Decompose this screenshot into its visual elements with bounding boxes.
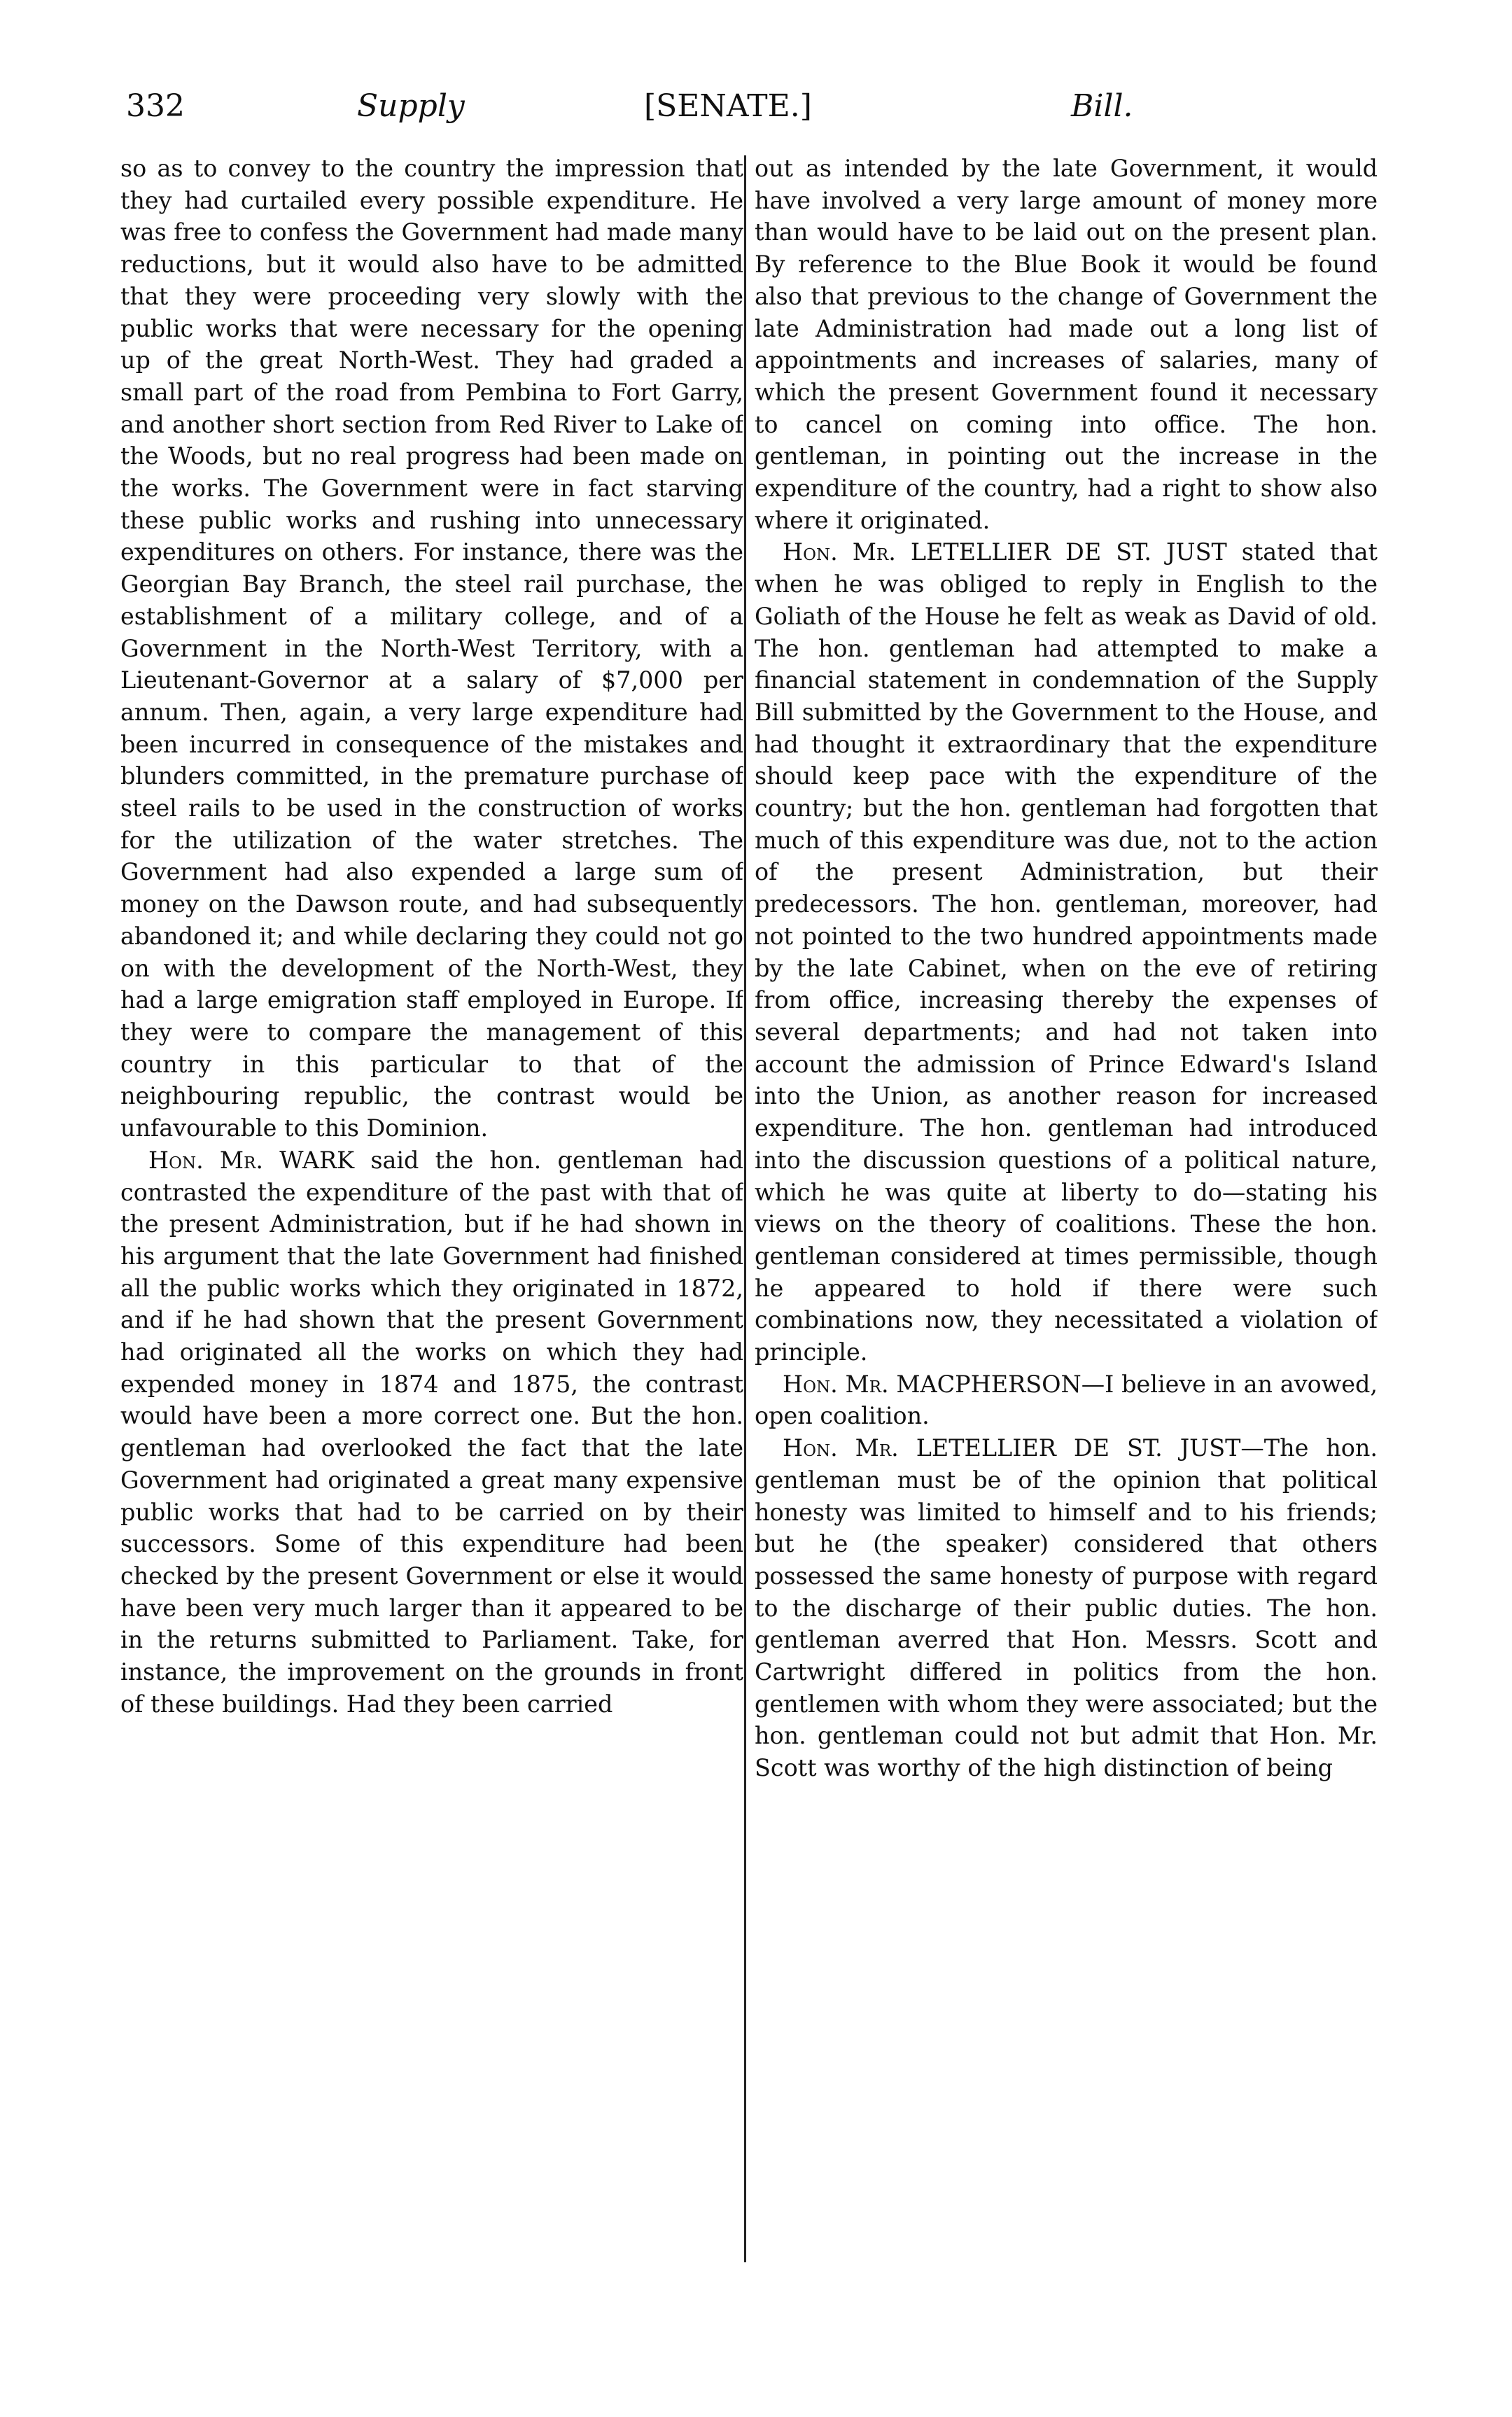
running-title-left: Supply [357, 88, 465, 124]
speech-letellier: stated that when he was obliged to reply in English to the Goliath of the House he felt as weak as David of old. The hon. gentleman had attempted to make a financial statement in condemnation of the Supply Bill submitted by the Government to the House, and had thought it extraordinary that the expenditure should keep pace with the expenditure of the country; but the hon. gentleman had forgotten that much of this expenditure was due, not to the action of the present Administration, but their predecessors. The hon. gentleman, moreover, had not pointed to the two hundred appointments made by the late Cabinet, when on the eve of retiring from office, increasing thereby the expenses of several departments; and had not taken into account the admission of Prince Edward's Island into the Union, as another reason for increased expenditure. The hon. gentleman had introduced into the discussion questions of a political nature, which he was quite at liberty to do—stating his views on the theory of coalitions. These the hon. gentleman considered at times permissible, though he appeared to hold if there were such combinations now, they necessitated a violation of principle. [755, 538, 1378, 1366]
right-column [755, 153, 1378, 2260]
left-paragraph-1: so as to convey to the country the impression that they had curtailed every possible expenditure. He was free to confess the Government had made many reductions, but it would also have to be admitted that they were proceeding very slowly with the public works that were necessary for the opening up of the great North-West. They had graded a small part of the road from Pembina to Fort Garry, and another short section from Red River to Lake of the Woods, but no real progress had been made on the works. The Government were in fact starving these public works and rushing into unnecessary expenditures on others. For instance, there was the Georgian Bay Branch, the steel rail purchase, the establishment of a military college, and of a Government in the North-West Territory, with a Lieutenant-Governor at a salary of $7,000 per annum. Then, again, a very large expenditure had been incurred in consequence of the mistakes and blunders committed, in the premature purchase of steel rails to be used in the construction of works for the utilization of the water stretches. The Government had also expended a large sum of money on the Dawson route, and had subsequently abandoned it; and while declaring they could not go on with the development of the North-West, they had a large emigration staff employed in Europe. If they were to compare the management of this country in this particular to that of the neighbouring republic, the contrast would be unfavourable to this Dominion. [120, 155, 743, 1142]
right-paragraph-2 [755, 536, 1378, 1368]
speech-macpherson: —I believe in an avowed, open coalition. [755, 1370, 1378, 1430]
speech-letellier-2: —The hon. gentleman must be of the opinion that political honesty was limited to himself and to his friends; but he (the speaker) considered that others possessed the same honesty of purpose with regard to the discharge of their public duties. The hon. gentleman averred that Hon. Messrs. Scott and Cartwright differed in politics from the hon. gentlemen with whom they were associated; but the hon. gentleman could not but admit that Hon. Mr. Scott was worthy of the high distinction of being [755, 1434, 1378, 1782]
speaker-macpherson: Hon. Mr. MACPHERSON [783, 1370, 1082, 1398]
page-header [112, 78, 1379, 134]
running-title-right: Bill. [1071, 88, 1133, 124]
page-number: 332 [126, 88, 185, 124]
right-paragraph-1: out as intended by the late Government, it would have involved a very large amount of money more than would have to be laid out on the present plan. By reference to the Blue Book it would be found also that previous to the change of Government the late Administration had made out a long list of appointments and increases of salaries, many of which the present Government found it necessary to cancel on coming into office. The hon. gentleman, in pointing out the increase in the expenditure of the country, had a right to show also where it originated. [755, 155, 1378, 534]
column-divider [744, 155, 746, 2262]
speech-wark: said the hon. gentleman had contrasted the expenditure of the past with that of the present Administration, but if he had shown in his argument that the late Government had finished all the public works which they originated in 1872, and if he had shown that the present Government had originated all the works on which they had expended money in 1874 and 1875, the contrast would have been a more correct one. But the hon. gentleman had overlooked the fact that the late Government had originated a great many expensive public works that had to be carried on by their successors. Some of this expenditure had been checked by the present Government or else it would have been very much larger than it appeared to be in the returns submitted to Parliament. Take, for instance, the improvement on the grounds in front of these buildings. Had they been carried [120, 1146, 743, 1718]
left-column [120, 153, 743, 2260]
right-paragraph-3 [755, 1368, 1378, 1432]
speaker-letellier-2: Hon. Mr. LETELLIER DE ST. JUST [783, 1434, 1241, 1462]
running-title-center: [SENATE.] [644, 88, 812, 124]
speaker-wark: Hon. Mr. WARK [148, 1146, 355, 1174]
speaker-letellier: Hon. Mr. LETELLIER DE ST. JUST [783, 538, 1227, 566]
left-paragraph-2 [120, 1144, 743, 1721]
right-paragraph-4 [755, 1432, 1378, 1784]
